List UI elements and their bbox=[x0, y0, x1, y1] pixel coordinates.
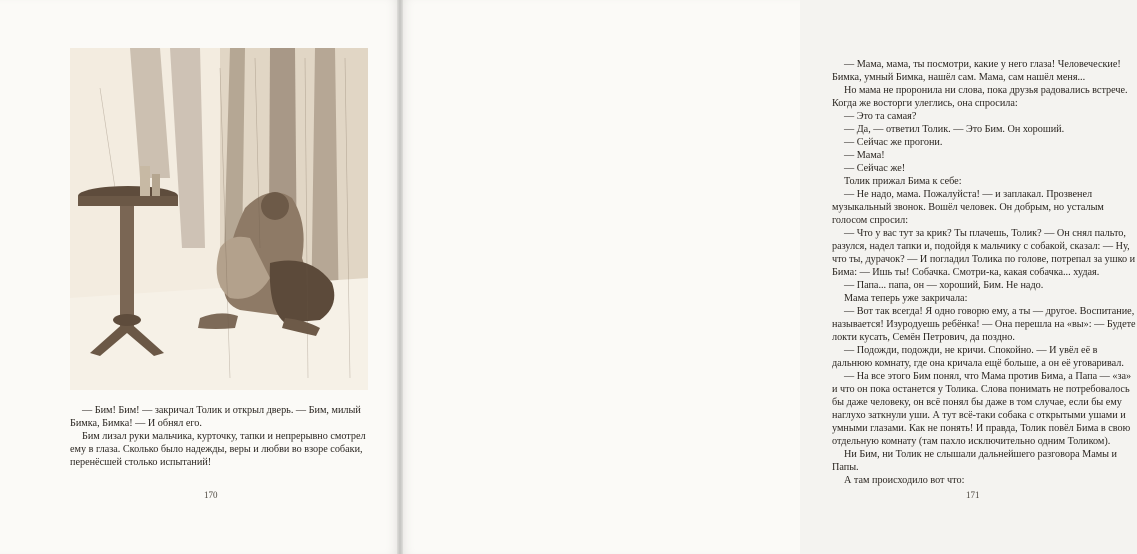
paragraph: — Сейчас же прогони. bbox=[844, 137, 943, 148]
paragraph: Толик прижал Бима к себе: bbox=[844, 176, 962, 187]
paragraph: — Вот так всегда! Я одно говорю ему, а ты — другое. Воспитание, называется! Изуродуешь ребёнка! — Она перешла на «вы»: — Будете локти кусать, Семён Петрович, да поздно. bbox=[832, 306, 1136, 343]
page-number-left: 170 bbox=[204, 490, 218, 500]
paragraph: — Бим! Бим! — закричал Толик и открыл дверь. — Бим, милый Бимка, Бимка! — И обнял его. bbox=[70, 405, 361, 429]
paragraph: — На все этого Бим понял, что Мама против Бима, а Папа — «за» и что он пока останется у Толика. Слова понимать не потребовалось бы даже человеку, он всё понял бы даже в том случае, если бы ему наглухо заткнули уши. А тут всё-таки собака с открытыми ушами и умными глазами. Как не понять! И правда, Толик повёл Бима в свою отдельную комнату (там пахло исключительно одним Толиком). bbox=[832, 371, 1132, 447]
left-page-text bbox=[70, 404, 370, 469]
left-page bbox=[0, 0, 400, 554]
illustration-boy-hugging-dog bbox=[70, 48, 368, 390]
page-number-right: 171 bbox=[966, 490, 980, 500]
paragraph: — Да, — ответил Толик. — Это Бим. Он хороший. bbox=[844, 124, 1065, 135]
paragraph: — Это та самая? bbox=[844, 111, 917, 122]
paragraph: — Папа... папа, он — хороший, Бим. Не надо. bbox=[844, 280, 1044, 291]
paragraph: Но мама не проронила ни слова, пока друзья радовались встрече. Когда же восторги улеглись, она спросила: bbox=[832, 85, 1128, 109]
paragraph: — Мама, мама, ты посмотри, какие у него глаза! Человеческие! Бимка, умный Бимка, нашёл сам. Мама, сам нашёл меня... bbox=[832, 59, 1121, 83]
paragraph: Мама теперь уже закричала: bbox=[844, 293, 968, 304]
paragraph: — Что у вас тут за крик? Ты плачешь, Толик? — Он снял пальто, разулся, надел тапки и, подойдя к мальчику с собакой, сказал: — Ну, что ты, дурачок? — И погладил Толика по голове, потрепал за ушко и Бима: — Ишь ты! Собачка. Смотри-ка, какая собачка... худая. bbox=[832, 228, 1136, 278]
paragraph: Бим лизал руки мальчика, курточку, тапки и непрерывно смотрел ему в глаза. Сколько было надежды, веры и любви во взоре собаки, перенёсшей столько испытаний! bbox=[70, 431, 366, 468]
right-page-text bbox=[832, 58, 1137, 487]
paragraph: — Не надо, мама. Пожалуйста! — и заплакал. Прозвенел музыкальный звонок. Вошёл человек. Он добрым, но усталым голосом спросил: bbox=[832, 189, 1104, 226]
paragraph: А там происходило вот что: bbox=[844, 475, 965, 486]
paragraph: — Мама! bbox=[844, 150, 885, 161]
paragraph: — Сейчас же! bbox=[844, 163, 906, 174]
right-page bbox=[400, 0, 1136, 554]
illustration-drawing bbox=[70, 48, 368, 390]
book-gutter bbox=[397, 0, 403, 554]
paragraph: — Подожди, подожди, не кричи. Спокойно. — И увёл её в дальнюю комнату, где она кричала ещё больше, а он её уговаривал. bbox=[832, 345, 1124, 369]
paragraph: Ни Бим, ни Толик не слышали дальнейшего разговора Мамы и Папы. bbox=[832, 449, 1118, 473]
